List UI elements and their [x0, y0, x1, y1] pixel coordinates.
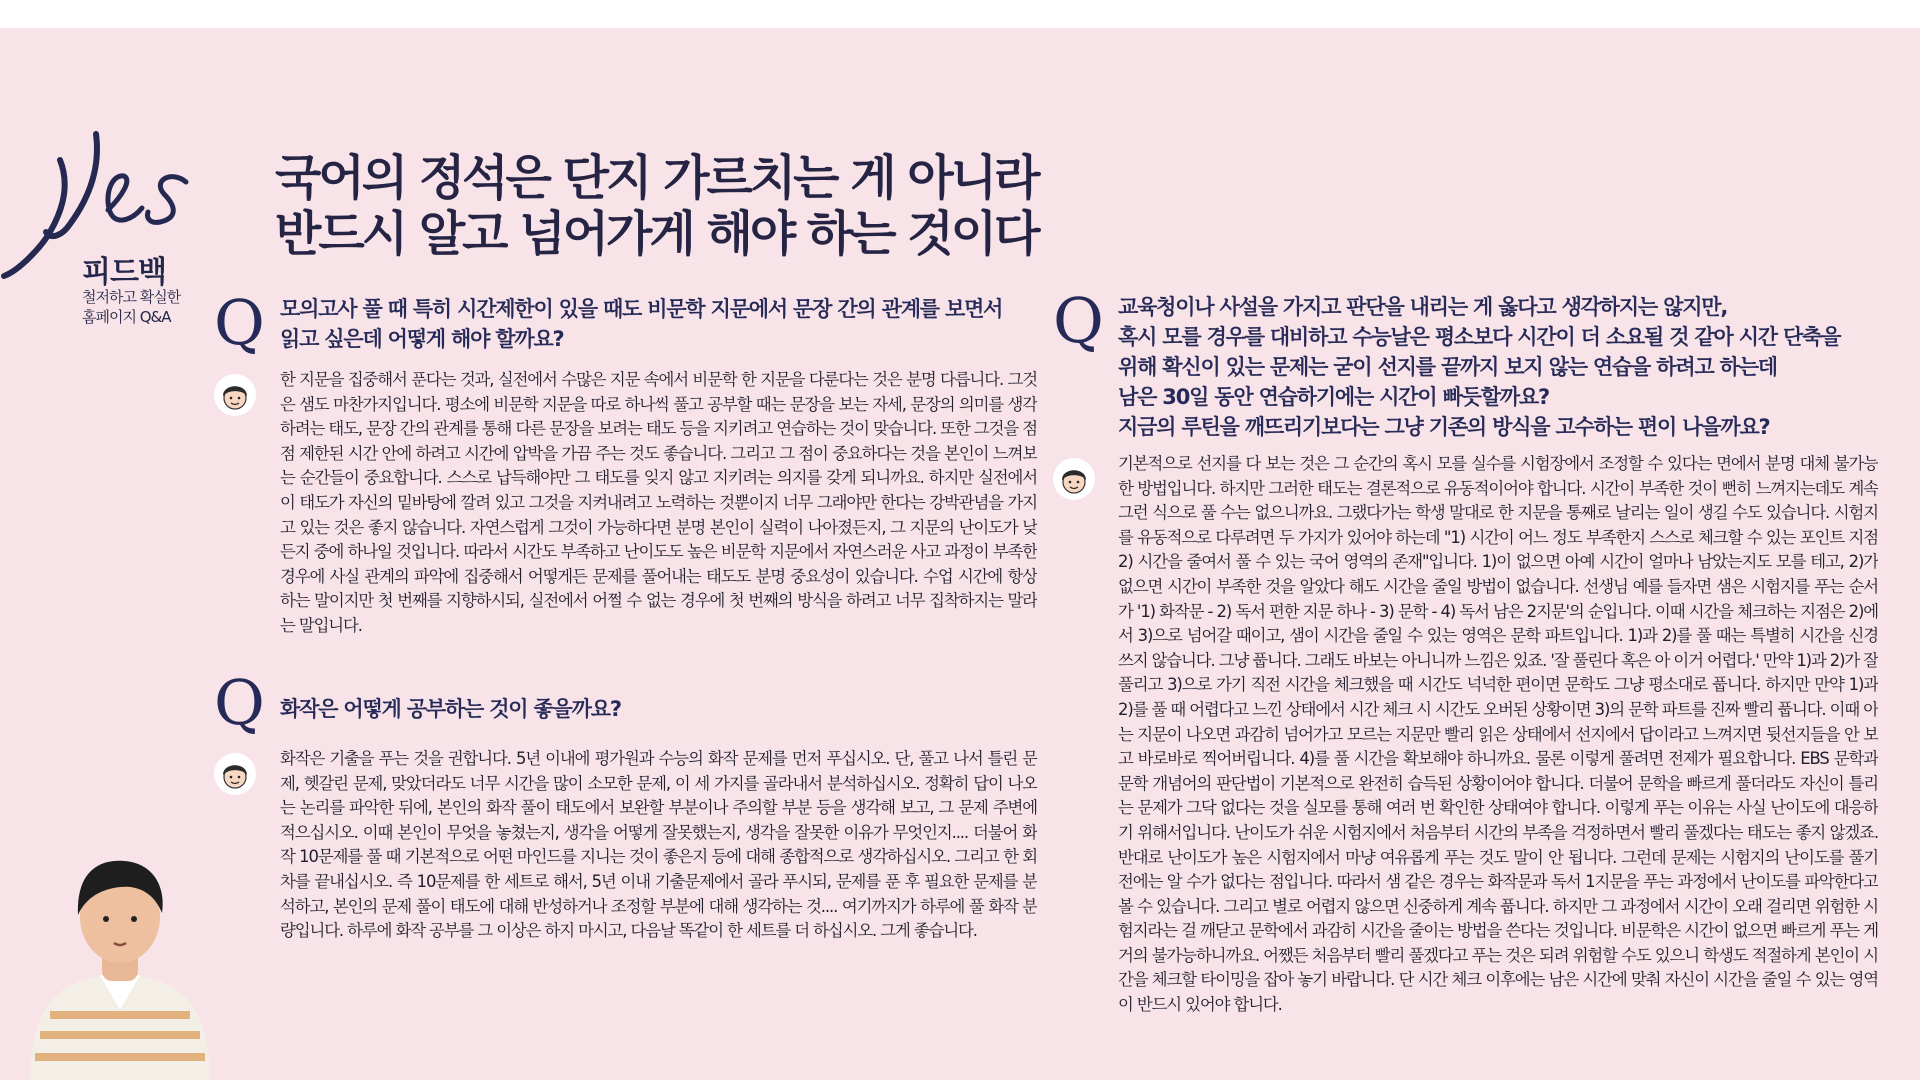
feedback-subtitle-line: 홈페이지 Q&A — [82, 308, 171, 326]
question-q-mark: Q — [1053, 284, 1104, 357]
answer-text: 화작은 기출을 푸는 것을 권합니다. 5년 이내에 평가원과 수능의 화작 문제를 먼저 푸십시오. 단, 풀고 나서 틀린 문제, 헷갈린 문제, 맞았더라도 너무 시간을 많이 소모한 문제, 이 세 가지를 골라내서 분석하십시오. 정확히 답이 나오는 논리를 파악한 뒤에, 본인의 화작 풀이 태도에서 보완할 부분이나 주의할 부분 등을 생각해 보고, 그 문제 주변에 적으십시오. 이때 본인이 무엇을 놓쳤는지, 생각을 어떻게 잘못했는지, 생각을 잘못한 이유가 무엇인지.... 더불어 화작 10문제를 풀 때 기본적으로 어떤 마인드를 지니는 것이 좋은지 등에 대해 종합적으로 생각하십시오. 그리고 한 회차를 끝내십시오. 즉 10문제를 한 세트로 해서, 5년 이내 기출문제에서 골라 푸시되, 문제를 푼 후 필요한 문제를 분석하고, 본인의 문제 풀이 태도에 대해 반성하거나 조정할 부분에 대해 생각하는 것.... 여기까지가 하루에 풀 화작 분량입니다. 하루에 화작 공부를 그 이상은 하지 마시고, 다음날 똑같이 한 세트를 더 하십시오. 그게 좋습니다. — [280, 749, 1037, 941]
avatar-icon — [213, 752, 257, 796]
question-q-mark: Q — [214, 666, 265, 739]
avatar-icon — [213, 373, 257, 417]
question-line: 지금의 루틴을 깨뜨리기보다는 그냥 기존의 방식을 고수하는 편이 나을까요? — [1118, 415, 1770, 439]
question-line: 읽고 싶은데 어떻게 해야 할까요? — [280, 327, 564, 351]
question-q-mark: Q — [214, 286, 265, 359]
headline-line: 반드시 알고 넘어가게 해야 하는 것이다 — [275, 206, 1038, 262]
avatar-icon — [1052, 457, 1096, 501]
headline-line: 국어의 정석은 단지 가르치는 게 아니라 — [275, 150, 1038, 206]
question-line: 위해 확신이 있는 문제는 굳이 선지를 끝까지 보지 않는 연습을 하려고 하는데 — [1118, 355, 1777, 379]
teacher-photo — [20, 835, 220, 1080]
question-text — [1118, 292, 1908, 442]
answer-text: 기본적으로 선지를 다 보는 것은 그 순간의 혹시 모를 실수를 시험장에서 조정할 수 있다는 면에서 분명 대체 불가능한 방법입니다. 하지만 그러한 태도는 결론적으로 유동적이어야 합니다. 시간이 부족한 것이 뻔히 느껴지는데도 계속 그런 식으로 풀 수는 없으니까요. 그랬다가는 학생 말대로 한 지문을 통째로 날리는 일이 생길 수도 있습니다. 시험지를 유동적으로 다루려면 두 가지가 있어야 하는데 "1) 시간이 어느 정도 부족한지 스스로 체크할 수 있는 포인트 지점 2) 시간을 줄여서 풀 수 있는 국어 영역의 존재"입니다. 1)이 없으면 아예 시간이 얼마나 남았는지도 모를 테고, 2)가 없으면 시간이 부족한 것을 알았다 해도 시간을 줄일 방법이 없습니다. 선생님 예를 들자면 샘은 시험지를 푸는 순서가 '1) 화작문 - 2) 독서 편한 지문 하나 - 3) 문학 - 4) 독서 남은 2지문'의 순입니다. 이때 시간을 체크하는 지점은 2)에서 3)으로 넘어갈 때이고, 샘이 시간을 줄일 수 있는 영역은 문학 파트입니다. 1)과 2)를 풀 때는 특별히 시간을 신경 쓰지 않습니다. 그냥 풉니다. 그래도 바보는 아니니까 느낌은 있죠. '잘 풀린다 혹은 아 이거 어렵다.' 만약 1)과 2)가 잘 풀리고 3)으로 가기 직전 시간을 체크했을 때 시간도 넉넉한 편이면 문학도 그냥 평소대로 풉니다. 하지만 만약 1)과 2)를 풀 때 어렵다고 느낀 상태에서 시간 체크 시 시간도 오버된 상황이면 3)의 문학 파트를 진짜 빨리 풉니다. 이때 아는 지문이 나오면 과감히 넘어가고 모르는 지문만 빨리 읽은 상태에서 선지에서 답이라고 느껴지면 뒷선지들을 안 보고 바로바로 찍어버립니다. 4)를 풀 시간을 확보해야 하니까요. 물론 이렇게 풀려면 전제가 필요합니다. EBS 문학과 문학 개념어의 판단법이 기본적으로 완전히 습득된 상황이어야 합니다. 더불어 문학을 빠르게 풀더라도 자신이 틀리는 문제가 그닥 없다는 것을 실모를 통해 여러 번 확인한 상태여야 합니다. 이렇게 푸는 이유는 사실 난이도에 대응하기 위해서입니다. 난이도가 쉬운 시험지에서 처음부터 시간의 부족을 걱정하면서 빨리 풀겠다는 태도는 좋지 않겠죠. 반대로 난이도가 높은 시험지에서 마냥 여유롭게 푸는 것도 말이 안 됩니다. 그런데 문제는 시험지의 난이도를 풀기 전에는 알 수가 없다는 점입니다. 따라서 샘 같은 경우는 화작문과 독서 1지문을 푸는 과정에서 난이도를 파악한다고 볼 수 있습니다. 그리고 별로 어렵지 않으면 신중하게 계속 풉니다. 하지만 그 과정에서 시간이 오래 걸리면 위험한 시험지라는 걸 깨닫고 문학에서 과감히 시간을 줄이는 방법을 쓴다는 것입니다. 비문학은 시간이 없으면 빠르게 푸는 게 거의 불가능하니까요. 어쨌든 처음부터 빨리 풀겠다고 푸는 것은 되려 위험할 수도 있으니 학생도 적절하게 본인이 시간을 체크할 타이밍을 잡아 놓기 바랍니다. 단 시간 체크 이후에는 남은 시간에 맞춰 자신이 시간을 줄일 수 있는 영역이 반드시 있어야 합니다. — [1118, 454, 1878, 1015]
question-line: 혹시 모를 경우를 대비하고 수능날은 평소보다 시간이 더 소요될 것 같아 시간 단축을 — [1118, 325, 1841, 349]
question-text — [280, 294, 1040, 354]
question-text — [280, 694, 1040, 724]
question-line: 남은 30일 동안 연습하기에는 시간이 빠듯할까요? — [1118, 385, 1549, 409]
top-band — [0, 0, 1920, 28]
question-line: 화작은 어떻게 공부하는 것이 좋을까요? — [280, 697, 621, 721]
feedback-subtitle — [82, 287, 180, 327]
logo-script-text: Yes — [0, 120, 2, 121]
answer-text: 한 지문을 집중해서 푼다는 것과, 실전에서 수많은 지문 속에서 비문학 한 지문을 다룬다는 것은 분명 다릅니다. 그것은 샘도 마찬가지입니다. 평소에 비문학 지문을 따로 하나씩 풀고 공부할 때는 문장을 보는 자세, 문장의 의미를 생각하려는 태도, 문장 간의 관계를 통해 다른 문장을 보려는 태도 등을 지키려고 연습하는 것이 맞습니다. 또한 그것을 점점 제한된 시간 안에 하려고 시간에 압박을 가끔 주는 것도 좋습니다. 그리고 그 점이 중요하다는 것을 본인이 느껴보는 순간들이 중요합니다. 스스로 납득해야만 그 태도를 잊지 않고 지키려는 의지를 갖게 되니까요. 하지만 실전에서 이 태도가 자신의 밑바탕에 깔려 있고 그것을 지켜내려고 노력하는 것뿐이지 너무 그래야만 한다는 강박관념을 가지고 있는 것은 좋지 않습니다. 자연스럽게 그것이 가능하다면 분명 본인이 실력이 나아졌든지, 그 지문의 난이도가 낮든지 중에 하나일 것입니다. 따라서 시간도 부족하고 난이도도 높은 비문학 지문에서 자연스러운 사고 과정이 부족한 경우에 사실 관계의 파악에 집중해서 어떻게든 문제를 풀어내는 태도도 분명 중요성이 있습니다. 수업 시간에 항상 하는 말이지만 첫 번째를 지향하시되, 실전에서 어쩔 수 없는 경우에 첫 번째의 방식을 하려고 너무 집착하지는 말라는 말입니다. — [280, 370, 1037, 635]
question-line: 교육청이나 사설을 가지고 판단을 내리는 게 옳다고 생각하지는 않지만, — [1118, 295, 1728, 319]
feedback-title: 피드백 — [82, 255, 166, 290]
page-headline — [275, 150, 1075, 262]
question-line: 모의고사 풀 때 특히 시간제한이 있을 때도 비문학 지문에서 문장 간의 관계를 보면서 — [280, 297, 1003, 321]
feedback-subtitle-line: 철저하고 확실한 — [82, 288, 181, 306]
